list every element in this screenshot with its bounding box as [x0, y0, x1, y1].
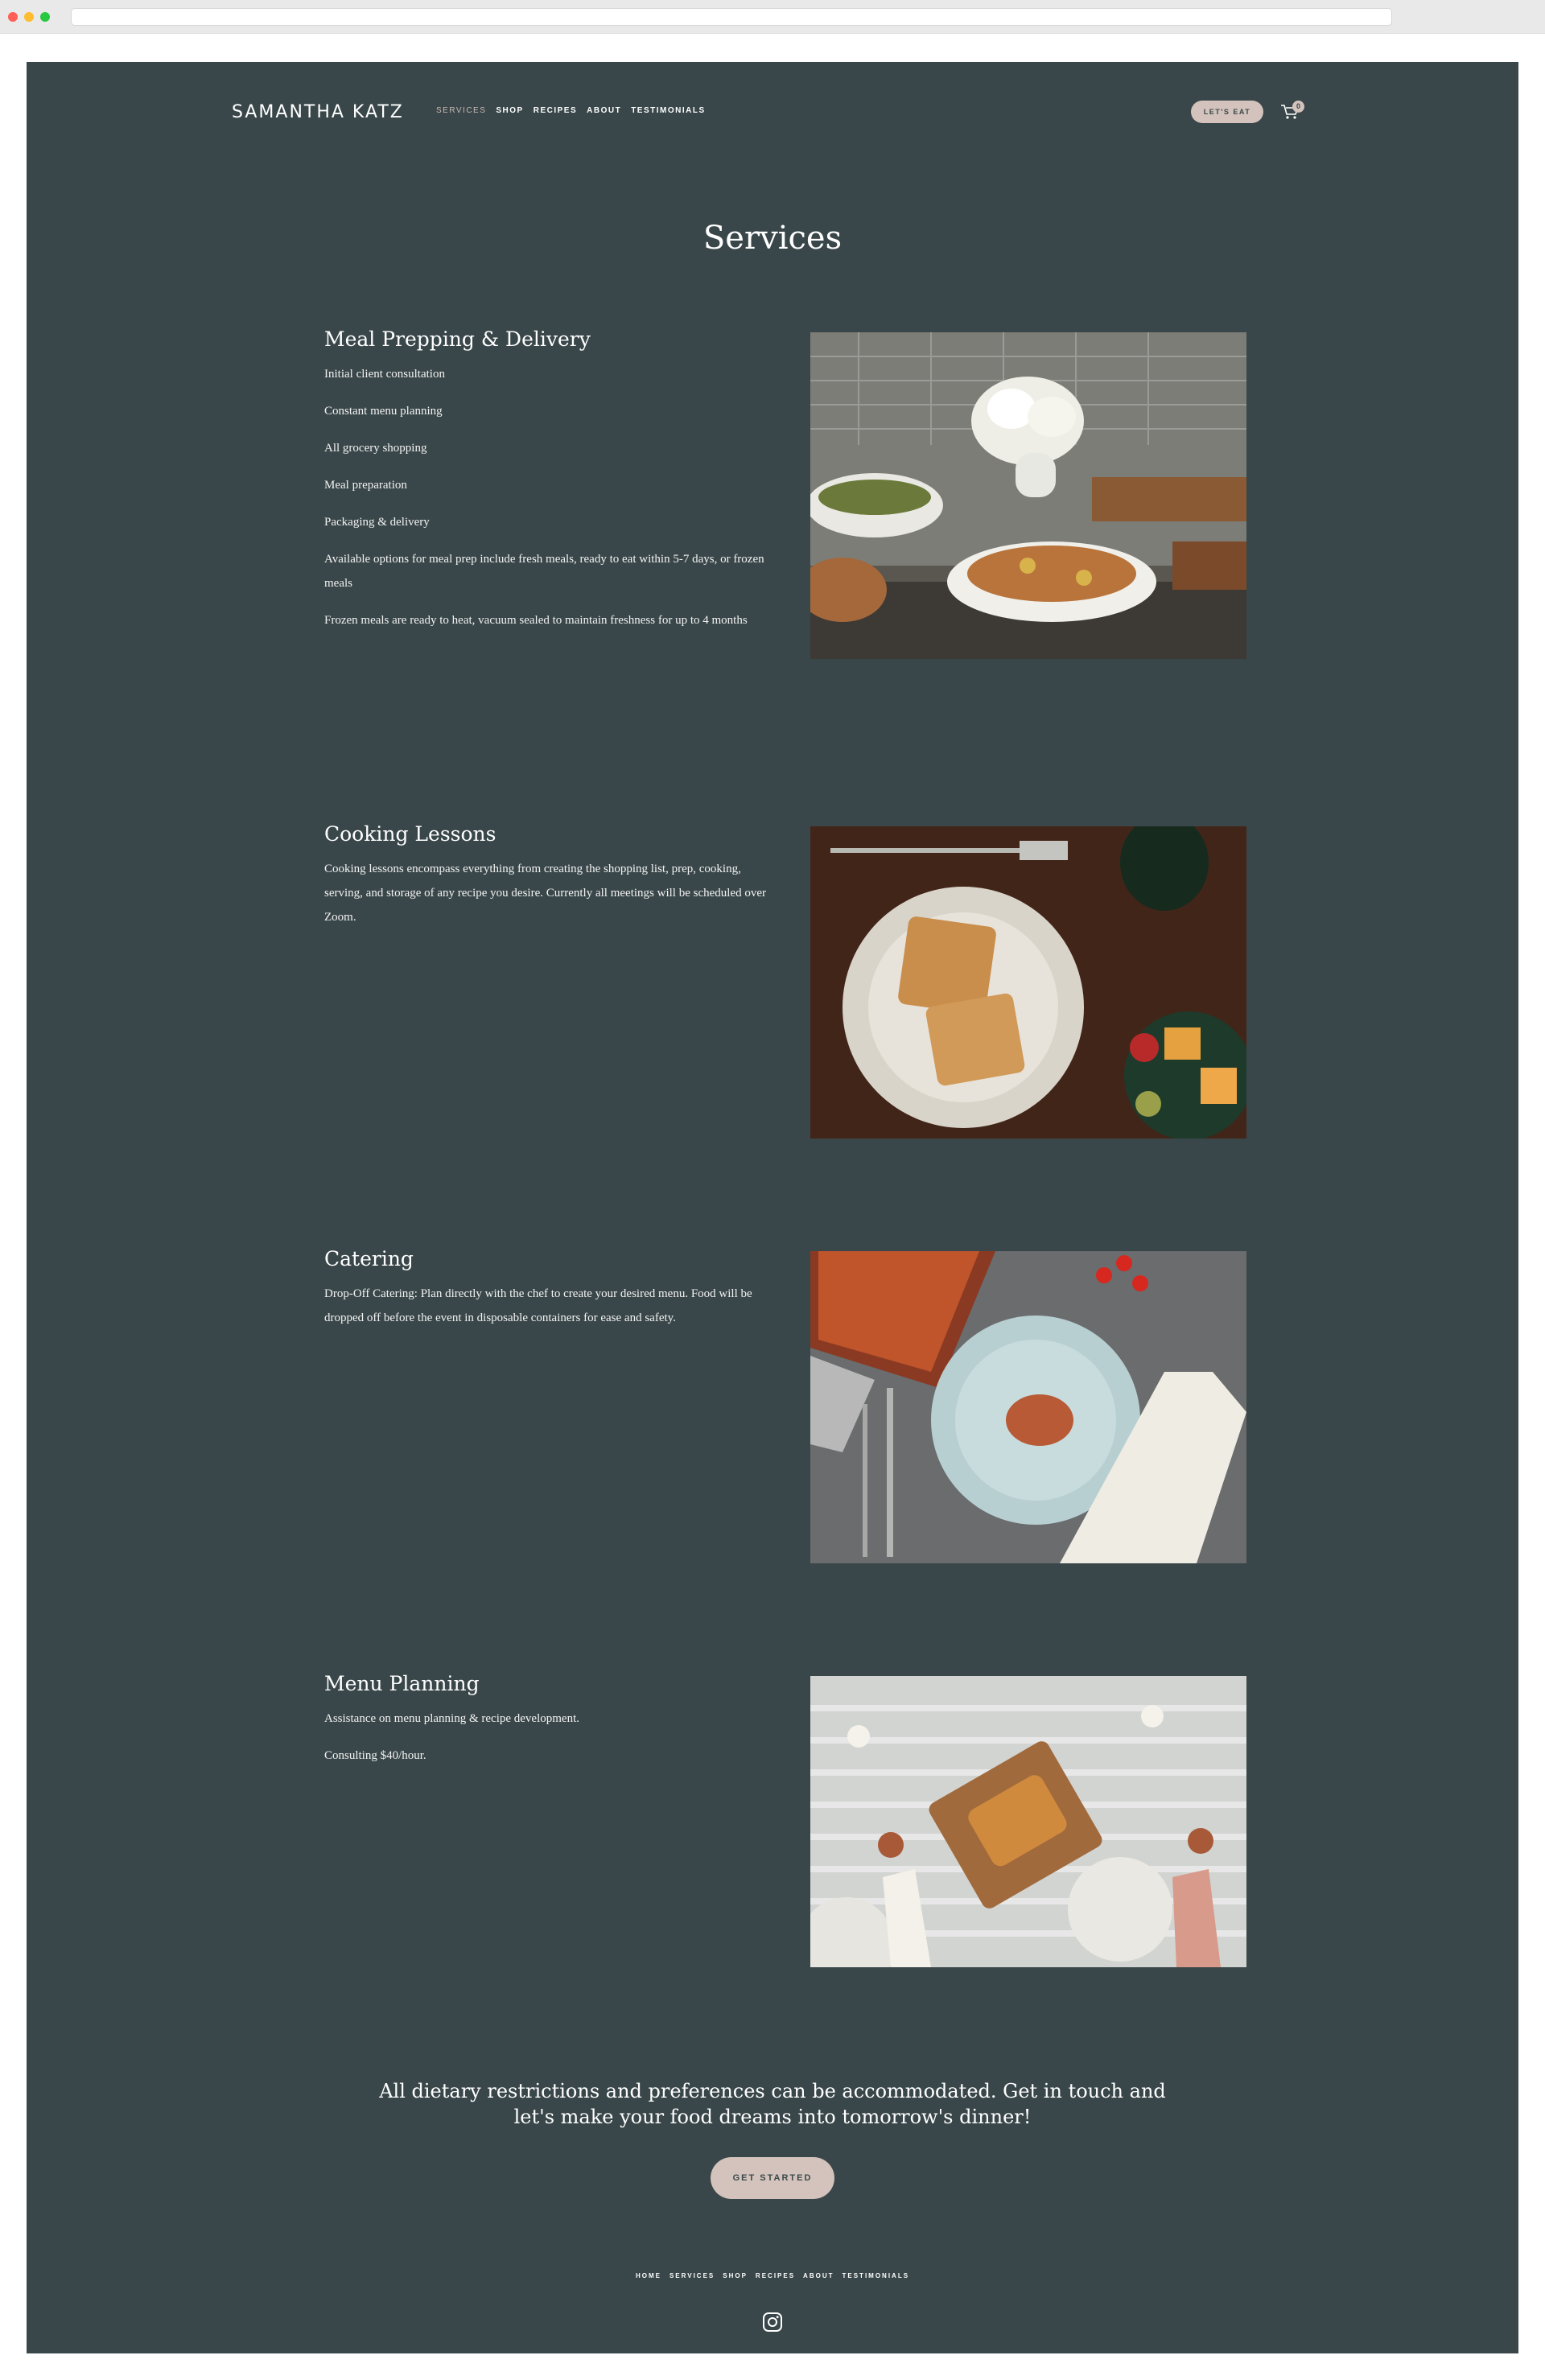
meal-prep-photo	[810, 332, 1246, 659]
closing-message: All dietary restrictions and preferences can be accommodated. Get in touch and let's make your food dreams into tomorrow's dinner!	[379, 2080, 1166, 2128]
cooking-lessons-photo	[810, 826, 1246, 1139]
main-nav	[436, 106, 706, 115]
nav-shop[interactable]: SHOP	[496, 106, 524, 115]
cart-count-badge: 0	[1292, 101, 1304, 113]
service-item: Constant menu planning	[324, 405, 443, 418]
service-text	[324, 327, 767, 632]
service-item: Frozen meals are ready to heat, vacuum sealed to maintain freshness for up to 4 months	[324, 614, 748, 627]
window-close-button[interactable]	[8, 12, 18, 22]
window-minimize-button[interactable]	[24, 12, 34, 22]
get-started-button[interactable]: GET STARTED	[711, 2157, 834, 2199]
window-maximize-button[interactable]	[40, 12, 50, 22]
instagram-icon	[762, 2312, 783, 2333]
instagram-link[interactable]	[762, 2312, 783, 2333]
service-title: Meal Prepping & Delivery	[324, 327, 591, 351]
footer-nav-shop[interactable]: SHOP	[723, 2272, 748, 2279]
service-item: Cooking lessons encompass everything from creating the shopping list, prep, cooking, serving, and storage of any recipe you desire. Currently all meetings will be scheduled over Zoom.	[324, 863, 766, 924]
footer-nav-services[interactable]: SERVICES	[669, 2272, 715, 2279]
site-page	[27, 62, 1518, 2353]
nav-testimonials[interactable]: TESTIMONIALS	[631, 106, 706, 115]
menu-planning-photo	[810, 1676, 1246, 1967]
nav-recipes[interactable]: RECIPES	[533, 106, 578, 115]
page-title: Services	[702, 220, 843, 257]
service-item: Initial client consultation	[324, 368, 445, 381]
service-item: Packaging & delivery	[324, 516, 430, 529]
address-bar[interactable]	[71, 8, 1392, 26]
service-title: Catering	[324, 1247, 414, 1270]
service-text	[324, 1247, 767, 1330]
nav-services[interactable]: SERVICES	[436, 106, 487, 115]
browser-chrome	[0, 0, 1545, 34]
catering-photo	[810, 1251, 1246, 1563]
site-logo[interactable]: SAMANTHA KATZ	[232, 102, 404, 122]
footer-nav-home[interactable]: HOME	[635, 2272, 661, 2279]
footer-nav-recipes[interactable]: RECIPES	[755, 2272, 796, 2279]
service-item: All grocery shopping	[324, 442, 427, 455]
lets-eat-button[interactable]: LET'S EAT	[1191, 101, 1263, 123]
service-item: Meal preparation	[324, 479, 407, 492]
service-item: Consulting $40/hour.	[324, 1749, 426, 1762]
cart-button[interactable]	[1279, 101, 1304, 125]
nav-about[interactable]: ABOUT	[587, 106, 622, 115]
service-item: Assistance on menu planning & recipe development.	[324, 1712, 579, 1725]
service-title: Cooking Lessons	[324, 822, 496, 846]
service-item: Drop-Off Catering: Plan directly with the chef to create your desired menu. Food will be dropped off before the event in disposable containers for ease and safety.	[324, 1287, 752, 1324]
footer-nav-about[interactable]: ABOUT	[803, 2272, 834, 2279]
service-text	[324, 1672, 767, 1768]
service-text	[324, 822, 767, 929]
service-title: Menu Planning	[324, 1672, 480, 1695]
service-item: Available options for meal prep include fresh meals, ready to eat within 5-7 days, or frozen meals	[324, 553, 764, 590]
footer-nav-testimonials[interactable]: TESTIMONIALS	[842, 2272, 910, 2279]
footer-nav	[27, 2272, 1518, 2279]
